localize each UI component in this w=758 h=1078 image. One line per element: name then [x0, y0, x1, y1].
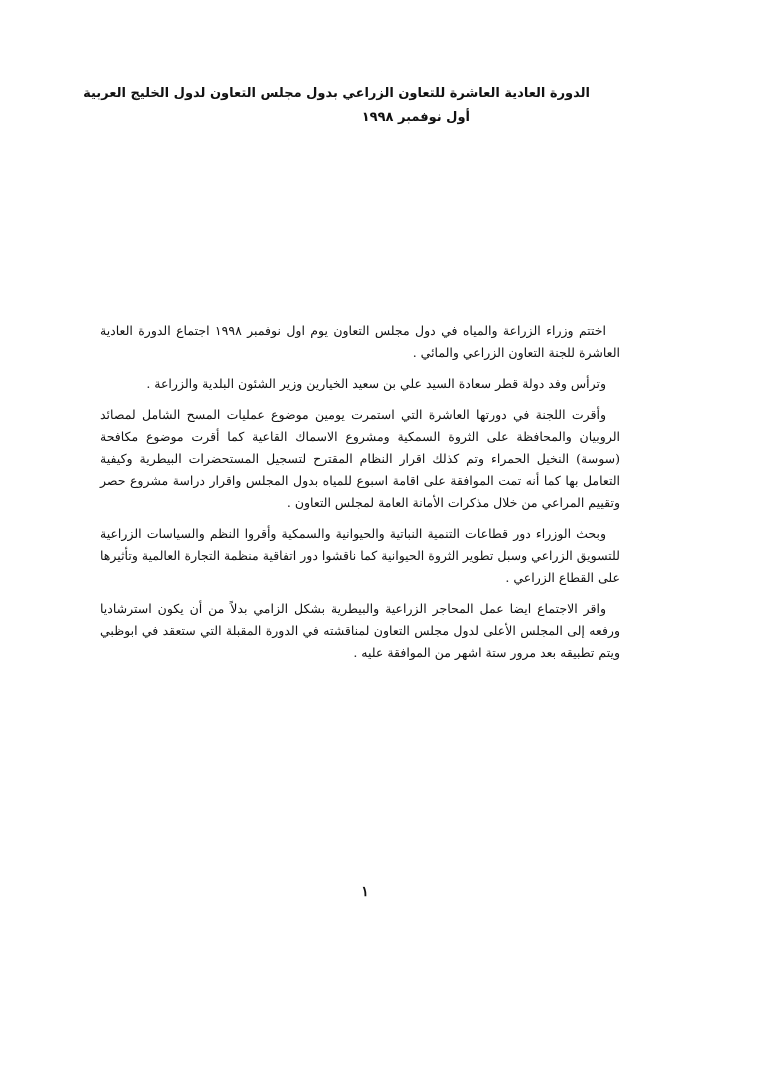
paragraph-2: وترأس وفد دولة قطر سعادة السيد علي بن سعيد الخيارين وزير الشئون البلدية والزراعة . [146, 376, 606, 391]
document-date: أول نوفمبر ١٩٩٨ [361, 110, 470, 125]
page-number: ١ [361, 884, 369, 900]
paragraph-3: وأقرت اللجنة في دورتها العاشرة التي استمرت يومين موضوع عمليات المسح الشامل لمصائد الروبيان والمحافظة على الثروة السمكية ومشروع الاسماك القاعية كما أقرت موضوع مكافحة (سوسة) النخيل الحمراء وتم كذلك اقرار النظام المقترح لتسجيل المستحضرات البيطرية وكيفية التعامل بها كما أنه تمت الموافقة على اقامة اسبوع للمياه بدول المجلس واقرار دراسة مشروع حصر وتقييم المراعي من خلال مذكرات الأمانة العامة لمجلس التعاون . [100, 407, 620, 510]
title-block [83, 82, 590, 130]
document-title: الدورة العادية العاشرة للتعاون الزراعي بدول مجلس التعاون لدول الخليج العربية [83, 86, 590, 101]
body-text [100, 320, 620, 673]
paragraph-5: واقر الاجتماع ايضا عمل المحاجر الزراعية والبيطرية بشكل الزامي بدلاً من أن يكون استرشاديا ورفعه إلى المجلس الأعلى لدول مجلس التعاون لمناقشته في الدورة المقبلة التي ستعقد في ابوظبي ويتم تطبيقه بعد مرور ستة اشهر من الموافقة عليه . [100, 601, 620, 660]
paragraph-4: وبحث الوزراء دور قطاعات التنمية النباتية والحيوانية والسمكية وأقروا النظم والسياسات الزراعية للتسويق الزراعي وسبل تطوير الثروة الحيوانية كما ناقشوا دور اتفاقية منظمة التجارة العالمية وتأثيرها على القطاع الزراعي . [100, 526, 620, 585]
paragraph-1: اختتم وزراء الزراعة والمياه في دول مجلس التعاون يوم اول نوفمبر ١٩٩٨ اجتماع الدورة العادية العاشرة للجنة التعاون الزراعي والمائي . [100, 323, 620, 360]
